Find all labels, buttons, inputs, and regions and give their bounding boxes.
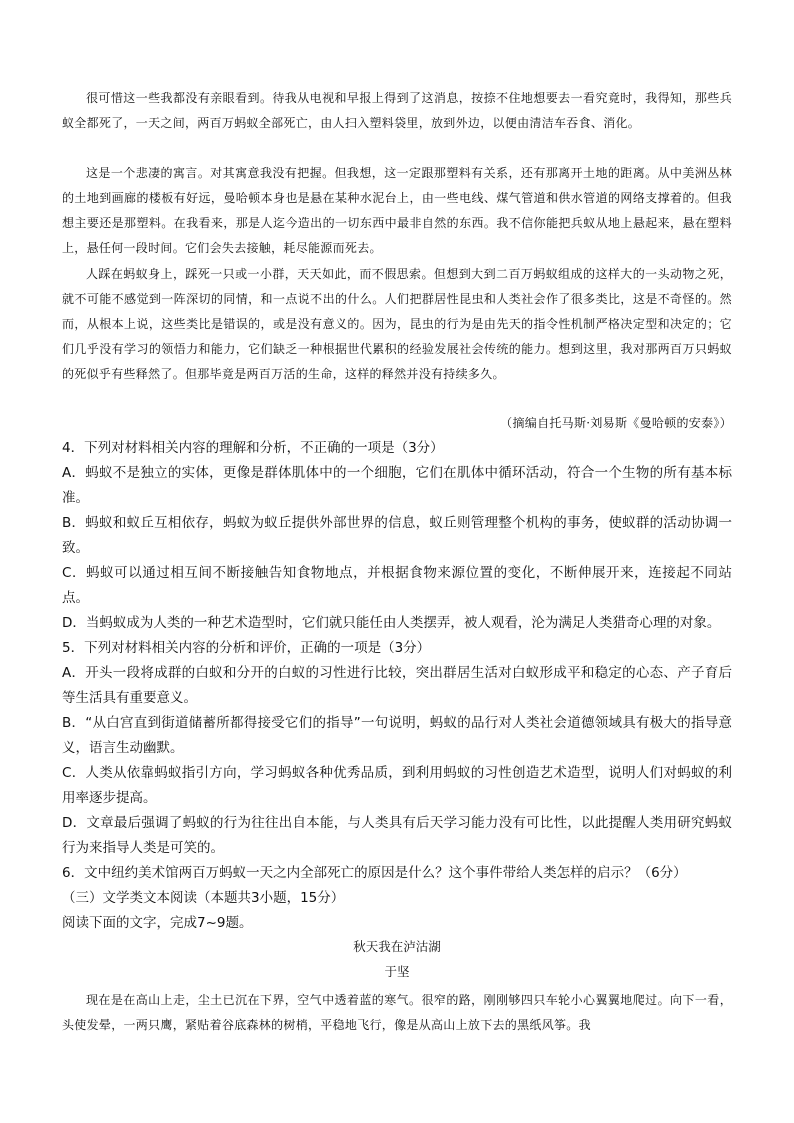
- question-5-option-c: C．人类从依靠蚂蚁指引方向，学习蚂蚁各种优秀品质，到利用蚂蚁的习性创造艺术造型，说明人们对蚂蚁的利用率逐步提高。: [62, 765, 732, 806]
- question-5-option-b: B．“从白宫直到街道储蓄所都得接受它们的指导”一句说明，蚂蚁的品行对人类社会道德领域具有极大的指导意义，语言生动幽默。: [62, 715, 732, 756]
- passage-paragraph-3: 人踩在蚂蚁身上，踩死一只或一小群，天天如此，而不假思索。但想到大到二百万蚂蚁组成的这样大的一头动物之死，就不可能不感觉到一阵深切的同情，和一点说不出的什么。人们把群居性昆虫和人类社会作了很多类比，这是不奇怪的。然而，从根本上说，这些类比是错误的，或是没有意义的。因为，昆虫的行为是由先天的指令性机制严格决定型和决定的；它们几乎没有学习的领悟力和能力，它们缺乏一种根据世代累积的经验发展社会传统的能力。想到这里，我对那两百万只蚂蚁的死似乎有些释然了。但那毕竟是两百万活的生命，这样的释然并没有持续多久。: [62, 267, 732, 381]
- question-5-option-d: D．文章最后强调了蚂蚁的行为往往出自本能，与人类具有后天学习能力没有可比性，以此提醒人类用研究蚂蚁行为来指导人类是可笑的。: [62, 815, 732, 856]
- story-author: 于坚: [384, 964, 410, 979]
- question-5-stem: 5．下列对材料相关内容的分析和评价，正确的一项是（3分）: [62, 640, 431, 656]
- section-3-heading: （三）文学类文本阅读（本题共3小题，15分）: [62, 890, 345, 906]
- passage-paragraph-1: 很可惜这一些我都没有亲眼看到。待我从电视和早报上得到了这消息，按捺不住地想要去一看究竟时，我得知，那些兵蚁全都死了，一天之间，两百万蚂蚁全部死亡，由人扫入塑料袋里，放到外边，以便由清洁车吞食、消化。: [62, 91, 732, 130]
- question-4-option-b: B．蚂蚁和蚁丘互相依存，蚂蚁为蚁丘提供外部世界的信息，蚁丘则管理整个机构的事务，使蚁群的活动协调一致。: [62, 515, 732, 556]
- section-3-instruction: 阅读下面的文字，完成7~9题。: [62, 915, 253, 931]
- question-5-option-a: A．开头一段将成群的白蚁和分开的白蚁的习性进行比较，突出群居生活对白蚁形成平和稳定的心态、产子育后等生活具有重要意义。: [62, 665, 732, 706]
- passage-paragraph-2: 这是一个悲凄的寓言。对其寓意我没有把握。但我想，这一定跟那塑料有关系，还有那离开土地的距离。从中美洲丛林的土地到画廊的楼板有好远，曼哈顿本身也是悬在某种水泥台上，由一些电线、煤气管道和供水管道的网络支撑着的。但我想主要还是那塑料。在我看来，那是人迄今造出的一切东西中最非自然的东西。我不信你能把兵蚁从地上悬起来，悬在塑料上，悬任何一段时间。它们会失去接触，耗尽能源而死去。: [62, 166, 732, 255]
- question-4-option-d: D．当蚂蚁成为人类的一种艺术造型时，它们就只能任由人类摆弄，被人观看，沦为满足人类猎奇心理的对象。: [62, 615, 721, 631]
- question-4-option-c: C．蚂蚁可以通过相互间不断接触告知食物地点，并根据食物来源位置的变化，不断伸展开来，连接起不同站点。: [62, 565, 732, 606]
- question-4-stem: 4．下列对材料相关内容的理解和分析，不正确的一项是（3分）: [62, 440, 444, 456]
- story-title: 秋天我在泸沽湖: [353, 939, 441, 954]
- story-paragraph-1: 现在是在高山上走，尘土已沉在下界，空气中透着蓝的寒气。很窄的路，刚刚够四只车轮小心翼翼地爬过。向下一看，头使发晕，一两只鹰，紧贴着谷底森林的树梢，平稳地飞行，像是从高山上放下去的黑纸风筝。我: [62, 993, 732, 1032]
- question-4-option-a: A．蚂蚁不是独立的实体，更像是群体肌体中的一个细胞，它们在肌体中循环活动，符合一个生物的所有基本标准。: [62, 465, 732, 506]
- question-6-stem: 6．文中纽约美术馆两百万蚂蚁一天之内全部死亡的原因是什么？这个事件带给人类怎样的启示？（6分）: [62, 865, 687, 881]
- source-citation: （摘编自托马斯·刘易斯《曼哈顿的安泰》）: [500, 416, 732, 430]
